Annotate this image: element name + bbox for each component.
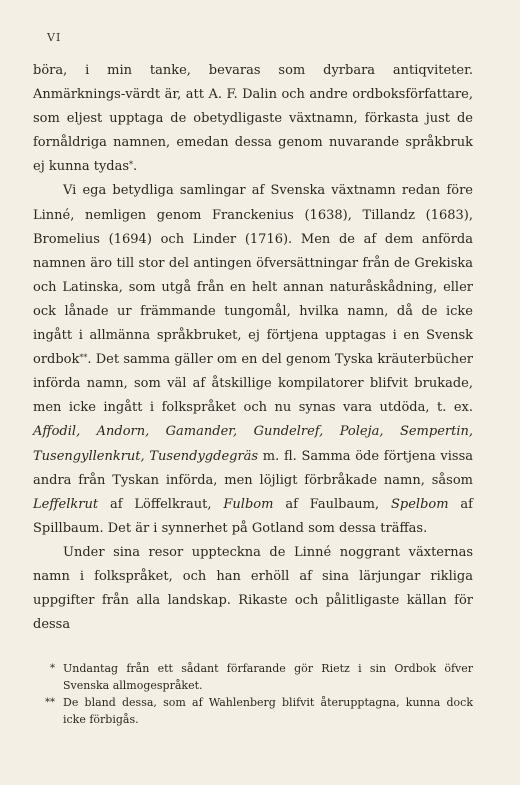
- footnote-marker: **: [45, 697, 55, 708]
- paragraph: [33, 59, 473, 179]
- footnote-reference: *: [129, 160, 134, 170]
- text-run: af Spillbaum. Det är i synnerhet på Gotland som dessa träffas.: [33, 496, 473, 536]
- main-text: [33, 59, 473, 637]
- footnote-text: Undantag från ett sådant förfarande gör Rietz i sin Ordbok öfver Svenska allmogespråket.: [63, 662, 473, 692]
- text-run: böra, i min tanke, bevaras som dyrbara antiqviteter. Anmärknings-värdt är, att A. F. Dalin och andre ordboksförfattare, som eljest upptaga de obetydligaste växtnamn, förkasta just de fornåldriga namnen, emedan dessa genom nuvarande språkbruk ej kunna tydas: [33, 63, 473, 175]
- paragraph: [33, 541, 473, 637]
- text-run: Vi ega betydliga samlingar af Svenska växtnamn redan före Linné, nemligen genom Franckenius (1638), Tillandz (1683), Bromelius (1694) och Linder (1716). Men de af dem anförda namnen äro till stor del antingen öfversättningar från de Grekiska och Latinska, som utgå från en helt annan naturåskådning, eller ock lånade ur främmande tungomål, hvilka namn, då de icke ingått i allmänna språkbruket, ej förtjena upptagas i en Svensk ordbok: [33, 183, 473, 368]
- text-run: af Faulbaum,: [273, 496, 391, 512]
- text-run: af Löffelkraut,: [98, 496, 224, 512]
- footnote-marker: *: [50, 663, 55, 674]
- text-run: . Det samma gäller om en del genom Tyska kräuterbücher införda namn, som väl af åtskillige kompilatorer blifvit brukade, men icke ingått i folkspråket och nu synas vara utdöda, t. ex.: [33, 352, 473, 416]
- text-run: m. fl. Samma öde förtjena vissa andra från Tyskan införda, men löjligt förbråkade namn, såsom: [33, 448, 473, 488]
- page-number: VI: [47, 31, 62, 44]
- text-run: .: [133, 159, 138, 175]
- italic-plant-names: Fulbom: [223, 496, 274, 512]
- footnote: [33, 694, 473, 728]
- footnote-text: De bland dessa, som af Wahlenberg blifvit återupptagna, kunna dock icke förbigås.: [63, 696, 473, 726]
- italic-plant-names: Leffelkrut: [33, 496, 99, 512]
- footnote-reference: **: [79, 353, 88, 363]
- footnotes: [33, 660, 473, 728]
- italic-plant-names: Affodil, Andorn, Gamander, Gundelref, Poleja, Sempertin, Tusengyllenkrut, Tusendygdegräs: [33, 424, 473, 464]
- paragraph: [33, 179, 473, 540]
- footnote: [33, 660, 473, 694]
- italic-plant-names: Spelbom: [390, 496, 449, 512]
- text-run: Under sina resor uppteckna de Linné noggrant växternas namn i folkspråket, och han erhöll af sina lärjungar rikliga uppgifter från alla landskap. Rikaste och pålitligaste källan för dessa: [33, 544, 473, 633]
